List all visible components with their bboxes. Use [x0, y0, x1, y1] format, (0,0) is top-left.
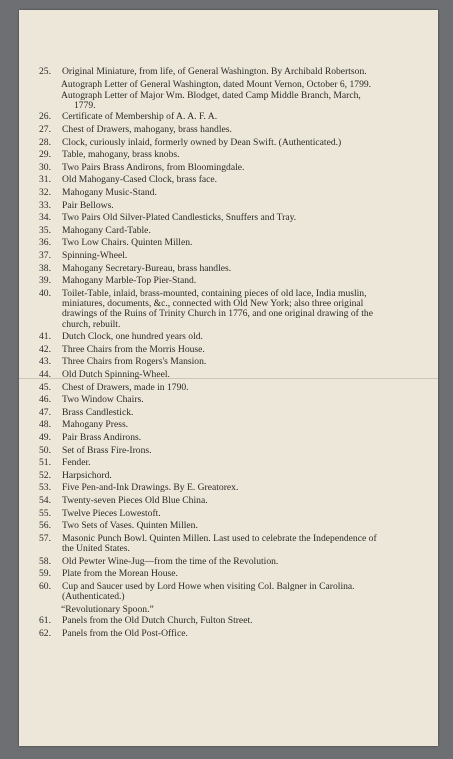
catalogue-entry: [39, 446, 377, 456]
entry-text: Two Pairs Brass Andirons, from Bloomingdale.: [62, 161, 245, 173]
entry-text: Mahogany Marble-Top Pier-Stand.: [62, 275, 197, 287]
catalogue-entry: [39, 357, 377, 367]
entry-text: Twelve Pieces Lowestoft.: [62, 507, 161, 519]
catalogue-entry: [39, 420, 377, 430]
entry-text: Certificate of Membership of A. A. F. A.: [62, 111, 218, 123]
entry-text: Spinning-Wheel.: [62, 250, 128, 262]
entry-number: 25.: [39, 66, 51, 77]
entry-text: Panels from the Old Dutch Church, Fulton Street.: [62, 615, 253, 627]
entry-text: Dutch Clock, one hundred years old.: [62, 331, 203, 343]
entry-text: Old Mahogany-Cased Clock, brass face.: [62, 174, 218, 186]
entry-text: Two Sets of Vases. Quinten Millen.: [62, 520, 198, 532]
catalogue-entry: [39, 616, 377, 626]
entry-number: 32.: [39, 187, 51, 199]
entry-number: 26.: [39, 111, 51, 123]
catalogue-entry: [39, 332, 377, 342]
catalogue-entry: [39, 629, 377, 639]
catalogue-entry: [39, 112, 377, 122]
entry-text: Old Pewter Wine-Jug—from the time of the Revolution.: [62, 555, 279, 567]
catalogue-entry: [39, 458, 377, 468]
entry-text: Two Window Chairs.: [62, 394, 144, 406]
catalogue-entry: [39, 289, 377, 330]
entry-text: Fender.: [62, 457, 91, 469]
catalogue-entry: [39, 569, 377, 579]
catalogue-entry: [39, 496, 377, 506]
entry-number: 46.: [39, 394, 51, 406]
catalogue-entry: [39, 163, 377, 173]
entry-text: Brass Candlestick.: [62, 406, 134, 418]
entry-number: 28.: [39, 136, 51, 148]
entry-number: 42.: [39, 343, 51, 355]
catalogue-entry: [39, 264, 377, 274]
catalogue-entry: [39, 238, 377, 248]
entry-text: Pair Brass Andirons.: [62, 432, 142, 444]
catalogue-entry: [39, 188, 377, 198]
entry-text: Plate from the Morean House.: [62, 568, 178, 580]
entry-text: Three Chairs from the Morris House.: [62, 343, 205, 355]
entry-number: 51.: [39, 457, 51, 469]
entry-text: “Revolutionary Spoon.”: [61, 603, 154, 615]
entry-number: 45.: [39, 381, 51, 393]
entry-number: 54.: [39, 495, 51, 506]
entry-text: Old Dutch Spinning-Wheel.: [62, 369, 170, 381]
catalogue-entry: [39, 226, 377, 236]
catalogue-sub-entry: [39, 605, 377, 615]
entry-number: 39.: [39, 275, 51, 287]
catalogue-sub-entry: [39, 80, 377, 90]
entry-text: Table, mahogany, brass knobs.: [62, 149, 180, 161]
entry-number: 34.: [39, 212, 51, 224]
entry-number: 48.: [39, 419, 51, 431]
entry-number: 55.: [39, 507, 51, 519]
catalogue-entry: [39, 471, 377, 481]
entry-number: 47.: [39, 406, 51, 418]
catalogue-entry: [39, 408, 377, 418]
entry-text: Harpsichord.: [62, 469, 112, 481]
entry-number: 36.: [39, 237, 51, 249]
catalogue-entry: [39, 509, 377, 519]
catalogue-entry: [39, 557, 377, 567]
entry-number: 57.: [39, 532, 51, 544]
entry-number: 61.: [39, 615, 51, 627]
entry-number: 43.: [39, 356, 51, 368]
entry-text: Twenty-seven Pieces Old Blue China.: [62, 495, 208, 506]
catalogue-entry: [39, 345, 377, 355]
entry-number: 56.: [39, 520, 51, 532]
entry-number: 62.: [39, 627, 51, 639]
catalogue-entry: [39, 483, 377, 493]
entry-number: 27.: [39, 124, 51, 136]
entry-text: Mahogany Music-Stand.: [62, 187, 157, 199]
entry-text: Cup and Saucer used by Lord Howe when visiting Col. Balgner in Carolina. (Authenticated.): [62, 580, 355, 603]
catalogue-entry: [39, 201, 377, 211]
catalogue-entry: [39, 395, 377, 405]
entry-number: 44.: [39, 369, 51, 381]
entry-text: Toilet-Table, inlaid, brass-mounted, containing pieces of old lace, India muslin, miniatures, documents, &c., connected with Old New York; also three original drawings of the Ruins of Trinity Church in 1776, and one original drawing of the church, rebuilt.: [62, 287, 373, 330]
entry-text: Mahogany Card-Table.: [62, 224, 151, 236]
entry-text: Five Pen-and-Ink Drawings. By E. Greatorex.: [62, 482, 239, 494]
entry-number: 31.: [39, 174, 51, 186]
entry-number: 52.: [39, 469, 51, 481]
entry-text: Chest of Drawers, mahogany, brass handles.: [62, 124, 232, 136]
entry-text: Panels from the Old Post-Office.: [62, 627, 188, 639]
entry-text: Autograph Letter of Major Wm. Blodget, dated Camp Middle Branch, March, 1779.: [61, 89, 361, 112]
catalogue-entry: [39, 150, 377, 160]
entry-number: 29.: [39, 149, 51, 161]
catalogue-entry: [39, 138, 377, 148]
entry-number: 53.: [39, 482, 51, 494]
entry-number: 37.: [39, 250, 51, 262]
entry-number: 50.: [39, 444, 51, 456]
catalogue-entry: [39, 433, 377, 443]
entry-number: 38.: [39, 262, 51, 274]
entry-number: 33.: [39, 199, 51, 211]
entry-text: Autograph Letter of General Washington, dated Mount Vernon, October 6, 1799.: [61, 78, 372, 90]
entry-text: Original Miniature, from life, of General Washington. By Archibald Robertson.: [62, 66, 367, 77]
entry-text: Mahogany Press.: [62, 419, 129, 431]
entry-text: Three Chairs from Rogers's Mansion.: [62, 356, 207, 368]
entry-text: Masonic Punch Bowl. Quinten Millen. Last used to celebrate the Independence of the United States.: [62, 532, 377, 555]
entry-number: 35.: [39, 224, 51, 236]
catalogue-sub-entry: [39, 91, 377, 112]
entry-text: Clock, curiously inlaid, formerly owned by Dean Swift. (Authenticated.): [62, 136, 342, 148]
entry-text: Mahogany Secretary-Bureau, brass handles.: [62, 262, 232, 274]
catalogue-entry: [39, 383, 377, 393]
catalogue-entry: [39, 67, 377, 77]
catalogue-entry: [39, 125, 377, 135]
catalogue-entry: [39, 534, 377, 555]
entry-number: 49.: [39, 432, 51, 444]
catalogue-entry: [39, 213, 377, 223]
entry-text: Chest of Drawers, made in 1790.: [62, 381, 189, 393]
entry-number: 58.: [39, 555, 51, 567]
entry-number: 40.: [39, 287, 51, 299]
catalogue-entry: [39, 582, 377, 603]
catalogue-entry: [39, 370, 377, 380]
catalogue-entry: [39, 251, 377, 261]
entry-text: Pair Bellows.: [62, 199, 114, 211]
catalogue-entry: [39, 521, 377, 531]
entry-text: Set of Brass Fire-Irons.: [62, 444, 152, 456]
catalogue-entry: [39, 175, 377, 185]
catalogue-list: [39, 67, 377, 641]
entry-number: 30.: [39, 161, 51, 173]
entry-number: 41.: [39, 331, 51, 343]
entry-text: Two Low Chairs. Quinten Millen.: [62, 237, 193, 249]
entry-number: 59.: [39, 568, 51, 580]
catalogue-entry: [39, 276, 377, 286]
entry-text: Two Pairs Old Silver-Plated Candlesticks, Snuffers and Tray.: [62, 212, 297, 224]
entry-number: 60.: [39, 580, 51, 592]
document-page: [19, 10, 438, 746]
